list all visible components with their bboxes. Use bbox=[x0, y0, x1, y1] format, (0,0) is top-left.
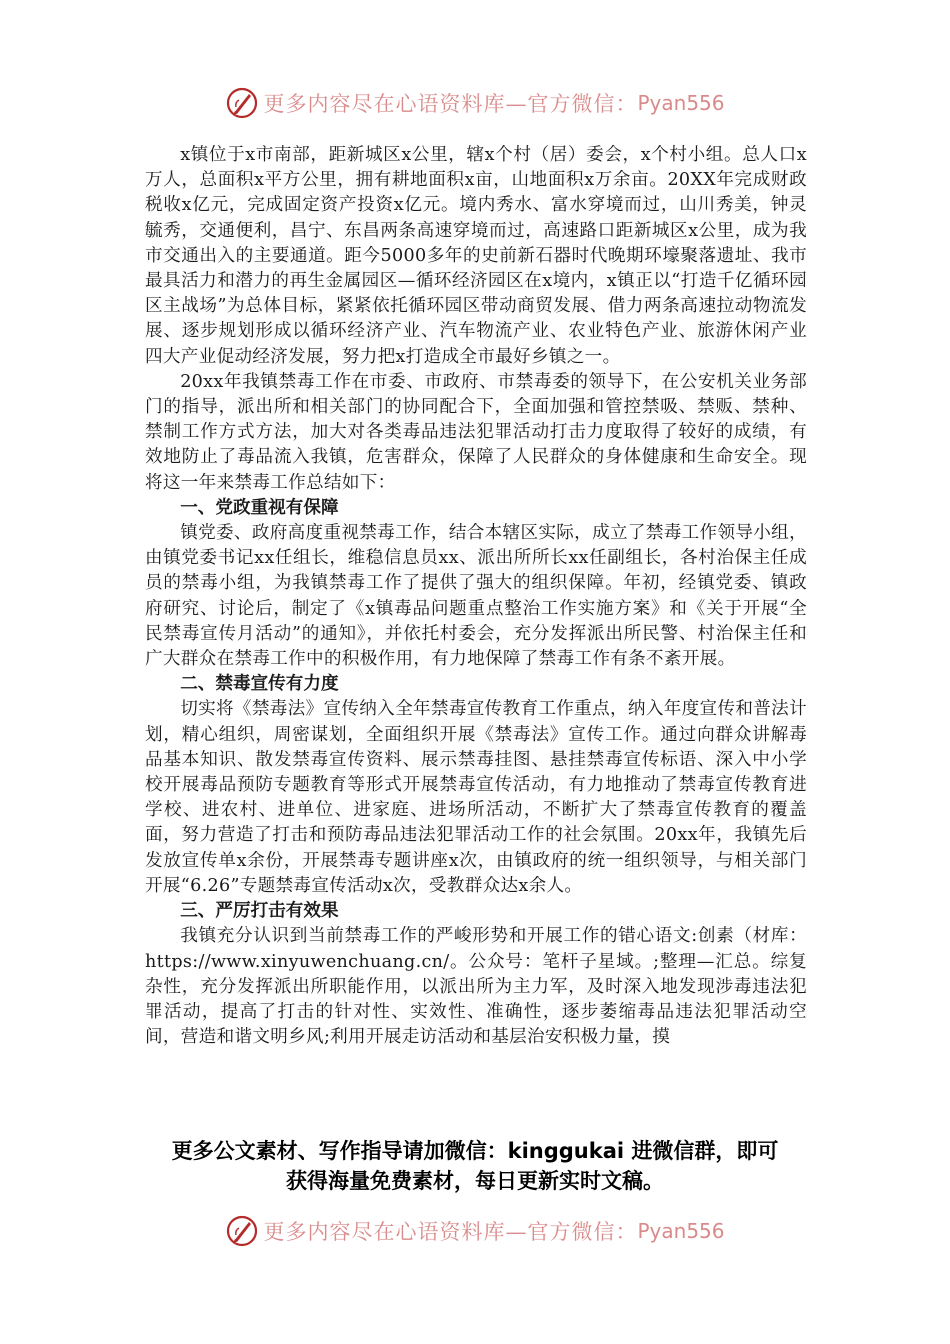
footer-banner bbox=[0, 1214, 950, 1248]
banner-text: 更多内容尽在心语资料库—官方微信： bbox=[263, 92, 638, 116]
paragraph-section-1: 镇党委、政府高度重视禁毒工作，结合本辖区实际，成立了禁毒工作领导小组，由镇党委书记xx任组长，维稳信息员xx、派出所所长xx任副组长，各村治保主任成员的禁毒小组，为我镇禁毒工作了提供了强大的组织保障。年初，经镇党委、镇政府研究、讨论后，制定了《x镇毒品问题重点整治工作实施方案》和《关于开展“全民禁毒宣传月活动”的通知》，并依托村委会，充分发挥派出所民警、村治保主任和广大群众在禁毒工作中的积极作用，有力地保障了禁毒工作有条不紊开展。 bbox=[145, 523, 807, 670]
paragraph-section-3: 我镇充分认识到当前禁毒工作的严峻形势和开展工作的错心语文:创素（材库：https://www.xinyuwenchuang.cn/。公众号：笔杆子星域。;整理—汇总。综复杂性，充分发挥派出所职能作用，以派出所为主力军，及时深入地发现涉毒违法犯罪活动，提高了打击的针对性、实效性、准确性，逐步萎缩毒品违法犯罪活动空间，营造和谐文明乡风;利用开展走访活动和基层治安积极力量，摸 bbox=[145, 926, 807, 1048]
promo-notice bbox=[0, 1136, 950, 1196]
section-heading-2: 二、禁毒宣传有力度 bbox=[180, 674, 339, 695]
document-body bbox=[145, 143, 807, 1050]
pen-feather-logo-icon bbox=[225, 86, 259, 120]
wechat-id: Pyan556 bbox=[637, 1219, 725, 1243]
promo-line-2: 获得海量免费素材，每日更新实时文稿。 bbox=[286, 1169, 664, 1193]
paragraph-section-2: 切实将《禁毒法》宣传纳入全年禁毒宣传教育工作重点，纳入年度宣传和普法计划，精心组织，周密谋划，全面组织开展《禁毒法》宣传工作。通过向群众讲解毒品基本知识、散发禁毒宣传资料、展示禁毒挂图、悬挂禁毒宣传标语、深入中小学校开展毒品预防专题教育等形式开展禁毒宣传活动，有力地推动了禁毒宣传教育进学校、进农村、进单位、进家庭、进场所活动，不断扩大了禁毒宣传教育的覆盖面，努力营造了打击和预防毒品违法犯罪活动工作的社会氛围。20xx年，我镇先后发放宣传单x余份，开展禁毒专题讲座x次，由镇政府的统一组织领导，与相关部门开展“6.26”专题禁毒宣传活动x次，受教群众达x余人。 bbox=[145, 699, 807, 896]
paragraph-summary: 20xx年我镇禁毒工作在市委、市政府、市禁毒委的领导下，在公安机关业务部门的指导，派出所和相关部门的协同配合下，全面加强和管控禁吸、禁贩、禁种、禁制工作方式方法，加大对各类毒品违法犯罪活动打击力度取得了较好的成绩，有效地防止了毒品流入我镇，危害群众，保障了人民群众的身体健康和生命安全。现将这一年来禁毒工作总结如下： bbox=[145, 371, 807, 493]
section-heading-1: 一、党政重视有保障 bbox=[180, 497, 339, 518]
promo-line-1: 更多公文素材、写作指导请加微信：kinggukai 进微信群，即可 bbox=[171, 1139, 779, 1163]
wechat-id: Pyan556 bbox=[637, 91, 725, 115]
banner-text: 更多内容尽在心语资料库—官方微信： bbox=[263, 1220, 638, 1244]
header-banner bbox=[0, 86, 950, 120]
section-heading-3: 三、严厉打击有效果 bbox=[180, 901, 339, 922]
paragraph-intro: x镇位于x市南部，距新城区x公里，辖x个村（居）委会，x个村小组。总人口x万人，总面积x平方公里，拥有耕地面积x亩，山地面积x万余亩。20XX年完成财政税收x亿元，完成固定资产投资x亿元。境内秀水、富水穿境而过，山川秀美，钟灵毓秀，交通便利，昌宁、东昌两条高速穿境而过，高速路口距新城区x公里，成为我市交通出入的主要通道。距今5000多年的史前新石器时代晚期环壕聚落遗址、我市最具活力和潜力的再生金属园区—循环经济园区在x境内，x镇正以“打造千亿循环园区主战场”为总体目标，紧紧依托循环园区带动商贸发展、借力两条高速拉动物流发展、逐步规划形成以循环经济产业、汽车物流产业、农业特色产业、旅游休闲产业四大产业促动经济发展，努力把x打造成全市最好乡镇之一。 bbox=[145, 145, 807, 367]
pen-feather-logo-icon bbox=[225, 1214, 259, 1248]
